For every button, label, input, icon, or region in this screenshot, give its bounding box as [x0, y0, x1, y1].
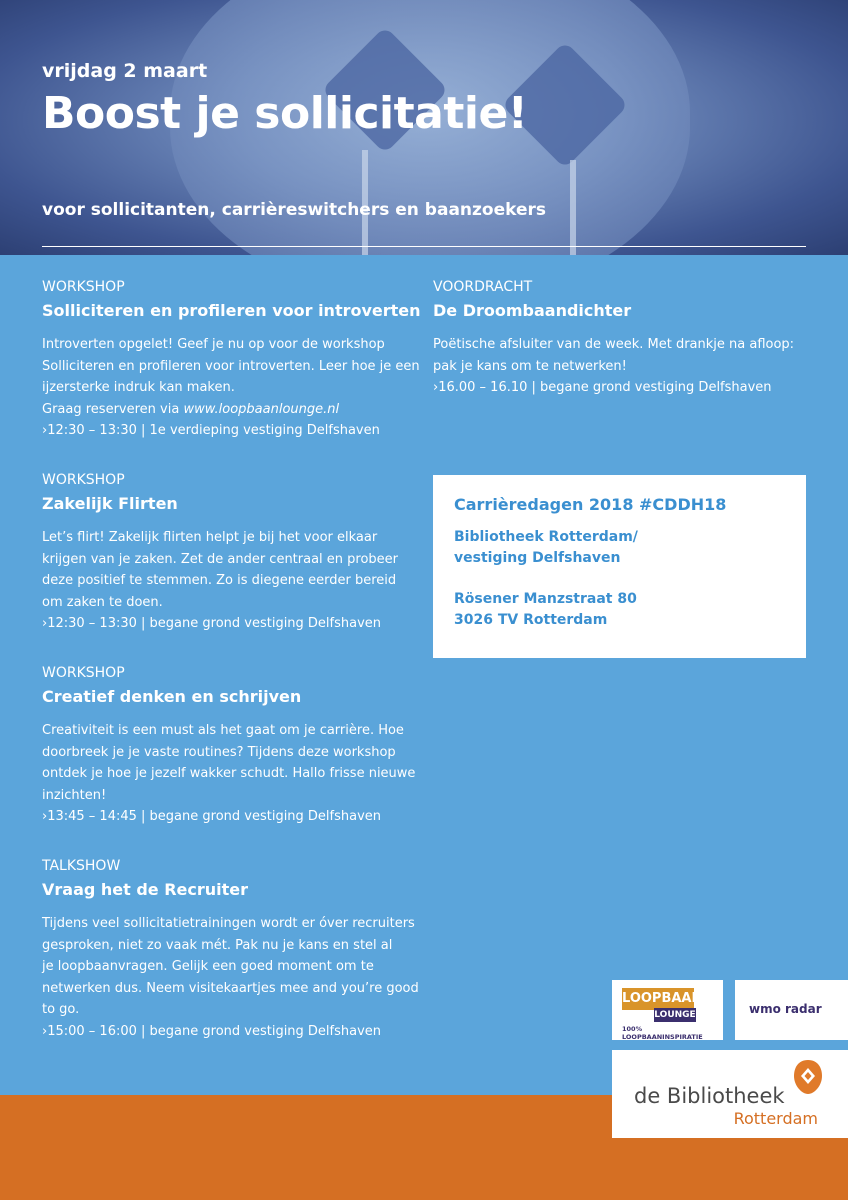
wmo-radar-text: wmo radar — [749, 1002, 822, 1016]
reserve-link[interactable]: www.loopbaanlounge.nl — [183, 401, 340, 417]
desc-line: ontdek je hoe je jezelf wakker schudt. Hallo frisse nieuwe — [42, 766, 416, 781]
header-divider — [42, 246, 806, 247]
desc-line: deze positief te stemmen. Zo is diegene eerder bereid — [42, 573, 397, 588]
loopbaan-logo-top: LOOPBAAN — [622, 988, 694, 1010]
event-type: WORKSHOP — [42, 665, 125, 681]
chevron-right-icon: › — [42, 809, 48, 824]
event-type: WORKSHOP — [42, 279, 125, 295]
address-line: Rösener Manzstraat 80 — [454, 591, 637, 607]
event-description — [42, 334, 422, 420]
desc-line: Tijdens veel sollicitatietrainingen wordt er óver recruiters — [42, 916, 415, 931]
event-type: TALKSHOW — [42, 858, 121, 874]
desc-line: ijzersterke indruk kan maken. — [42, 380, 235, 395]
event-time: ›12:30 – 13:30 | 1e verdieping vestiging Delfshaven — [42, 423, 380, 438]
page-subtitle: voor sollicitanten, carrièreswitchers en baanzoekers — [42, 200, 547, 220]
desc-line: Solliciteren en profileren voor introverten. Leer hoe je een — [42, 358, 420, 374]
bibliotheek-city: Rotterdam — [733, 1109, 818, 1128]
event-talkshow-recruiter — [42, 858, 422, 1042]
desc-line: je loopbaanvragen. Gelijk een goed moment om te — [42, 959, 374, 974]
loopbaan-lounge-logo — [612, 980, 723, 1040]
lollipop-stick-right — [570, 160, 576, 255]
desc-line: Let’s flirt! Zakelijk flirten helpt je bij het voor elkaar — [42, 530, 378, 545]
desc-line: netwerken dus. Neem visitekaartjes mee and you’re good — [42, 980, 419, 996]
address-line: 3026 TV Rotterdam — [454, 612, 608, 628]
desc-line: doorbreek je je vaste routines? Tijdens deze workshop — [42, 744, 396, 760]
desc-line: to go. — [42, 1002, 80, 1017]
desc-line: Poëtische afsluiter van de week. Met drankje na afloop: — [433, 337, 795, 352]
desc-line: Creativiteit is een must als het gaat om je carrière. Hoe — [42, 723, 404, 738]
event-description — [42, 913, 422, 1021]
hero-photo — [0, 0, 848, 255]
event-type: VOORDRACHT — [433, 279, 533, 295]
wmo-radar-logo — [735, 980, 848, 1040]
loopbaan-logo-mid: LOUNGE — [654, 1010, 696, 1020]
desc-line: krijgen van je zaken. Zet de ander centraal en probeer — [42, 551, 399, 567]
location-line: vestiging Delfshaven — [454, 550, 621, 566]
event-workshop-flirten — [42, 472, 422, 635]
chevron-right-icon: › — [42, 616, 48, 631]
event-voordracht-droombaandichter — [433, 279, 813, 399]
desc-line: inzichten! — [42, 787, 107, 803]
event-type: WORKSHOP — [42, 472, 125, 488]
bibliotheek-emblem-icon — [792, 1058, 824, 1096]
desc-line: pak je kans om te netwerken! — [433, 358, 627, 374]
chevron-right-icon: › — [433, 380, 439, 395]
event-title: Solliciteren en profileren voor introverten — [42, 301, 421, 320]
info-title: Carrièredagen 2018 #CDDH18 — [454, 495, 727, 514]
chevron-right-icon: › — [42, 1023, 48, 1039]
loopbaan-logo-tagline: 100% LOOPBAANINSPIRATIE — [622, 1025, 703, 1041]
location-info-box — [433, 475, 806, 658]
event-description — [433, 334, 813, 377]
bibliotheek-name: de Bibliotheek — [634, 1084, 785, 1108]
event-time: ›15:00 – 16:00 | begane grond vestiging Delfshaven — [42, 1023, 382, 1039]
event-description — [42, 527, 422, 613]
chevron-right-icon: › — [42, 423, 48, 438]
event-date: vrijdag 2 maart — [42, 60, 208, 82]
event-description — [42, 720, 422, 806]
reserve-text: Graag reserveren via — [42, 401, 184, 417]
event-title: Zakelijk Flirten — [42, 494, 178, 513]
location-line: Bibliotheek Rotterdam/ — [454, 529, 638, 545]
page-title: Boost je sollicitatie! — [42, 88, 528, 139]
event-title: De Droombaandichter — [433, 301, 632, 320]
event-title: Vraag het de Recruiter — [42, 880, 249, 899]
event-time: ›13:45 – 14:45 | begane grond vestiging Delfshaven — [42, 809, 382, 824]
bibliotheek-rotterdam-logo — [612, 1050, 848, 1138]
event-time: ›16.00 – 16.10 | begane grond vestiging Delfshaven — [433, 380, 772, 395]
event-workshop-creatief — [42, 665, 422, 828]
desc-line: Introverten opgelet! Geef je nu op voor de workshop — [42, 337, 385, 352]
event-time: ›12:30 – 13:30 | begane grond vestiging Delfshaven — [42, 616, 382, 631]
desc-line: gesproken, niet zo vaak mét. Pak nu je kans en stel al — [42, 937, 393, 953]
desc-line: om zaken te doen. — [42, 594, 163, 610]
event-title: Creatief denken en schrijven — [42, 687, 302, 706]
event-workshop-introverten — [42, 279, 422, 442]
